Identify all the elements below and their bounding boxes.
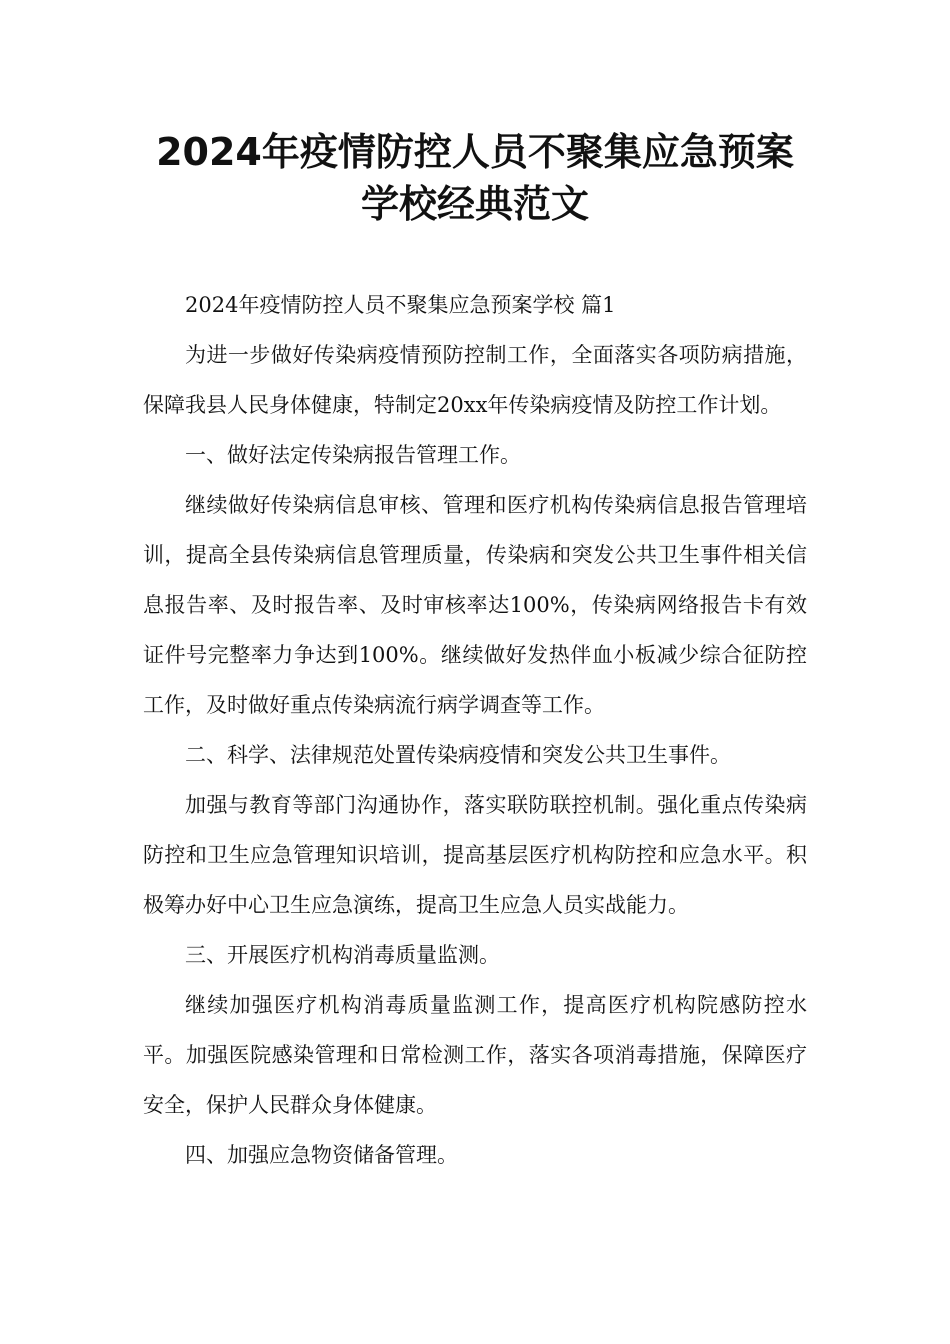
section-heading: 一、做好法定传染病报告管理工作。 — [185, 443, 521, 467]
paragraph: 继续做好传染病信息审核、管理和医疗机构传染病信息报告管理培训，提高全县传染病信息管理质量，传染病和突发公共卫生事件相关信息报告率、及时报告率、及时审核率达100%，传染病网络报告卡有效证件号完整率力争达到100%。继续做好发热伴血小板减少综合征防控工作，及时做好重点传染病流行病学调查等工作。 — [143, 493, 807, 717]
section-heading: 四、加强应急物资储备管理。 — [185, 1143, 458, 1167]
section-heading: 2024年疫情防控人员不聚集应急预案学校 篇1 — [185, 293, 616, 317]
section-heading: 二、科学、法律规范处置传染病疫情和突发公共卫生事件。 — [185, 743, 731, 767]
paragraph: 为进一步做好传染病疫情预防控制工作，全面落实各项防病措施，保障我县人民身体健康，特制定20xx年传染病疫情及防控工作计划。 — [143, 343, 807, 417]
document-title: 2024年疫情防控人员不聚集应急预案学校经典范文 — [156, 130, 794, 226]
paragraph: 继续加强医疗机构消毒质量监测工作，提高医疗机构院感防控水平。加强医院感染管理和日常检测工作，落实各项消毒措施，保障医疗安全，保护人民群众身体健康。 — [143, 993, 807, 1117]
document-body — [143, 280, 807, 1180]
paragraph: 加强与教育等部门沟通协作，落实联防联控机制。强化重点传染病防控和卫生应急管理知识培训，提高基层医疗机构防控和应急水平。积极筹办好中心卫生应急演练，提高卫生应急人员实战能力。 — [143, 793, 807, 917]
section-heading: 三、开展医疗机构消毒质量监测。 — [185, 943, 500, 967]
